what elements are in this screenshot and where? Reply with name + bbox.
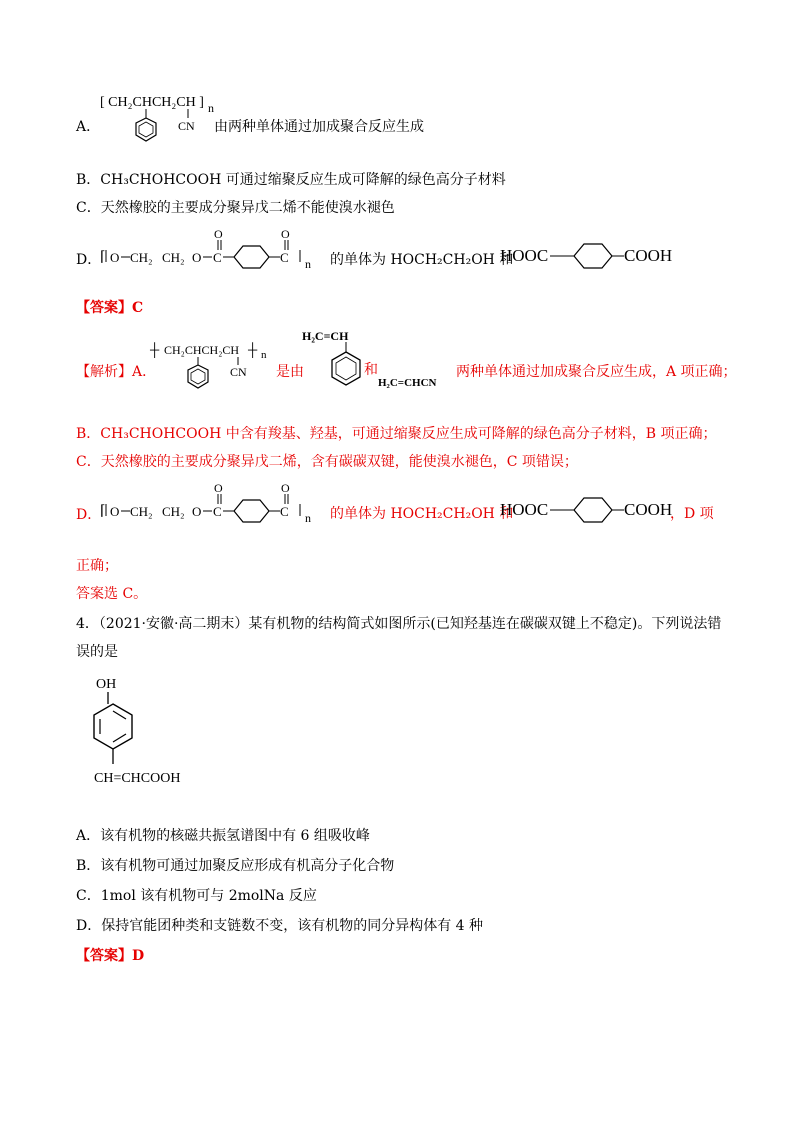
pe-ch2b: CH₂ <box>162 250 185 265</box>
tpa-right: COOH <box>624 246 673 265</box>
exp-pe-ch2a: CH₂ <box>130 504 153 519</box>
answer2 <box>76 946 144 966</box>
explanation-polymer <box>150 338 280 398</box>
q3-optA-text: 由两种单体通过加成聚合反应生成 <box>214 119 424 135</box>
explanation-lineD-mid: 的单体为 HOCH₂CH₂OH 和 <box>330 506 514 522</box>
answer1-label: 【答案】 <box>76 300 132 316</box>
polymer-a-cn: CN <box>178 119 195 133</box>
polymer-a-n: n <box>208 101 214 115</box>
exp-pe-c2: C <box>280 504 289 519</box>
terephthalic-acid-structure <box>500 238 690 278</box>
styrene-formula: H₂C=CH <box>302 329 349 343</box>
explanation-lineD-end: ，D 项 <box>670 506 714 522</box>
exp-pe-o1: O <box>110 504 120 519</box>
explanation-lineA-end: 两种单体通过加成聚合反应生成，A 项正确； <box>456 364 737 380</box>
explanation-label: 【解析】A． <box>76 364 157 380</box>
q3-optD-label: D． <box>76 252 102 268</box>
pe-n: n <box>305 257 311 271</box>
q4-optD: D．保持官能团种类和支链数不变，该有机物的同分异构体有 4 种 <box>76 918 484 934</box>
q4-side-chain: CH=CHCOOH <box>94 771 181 786</box>
exp-poly-chain: CH₂CHCH₂CH <box>164 343 240 357</box>
q4-stem-line2: 误的是 <box>76 644 118 660</box>
explanation-tpa-structure <box>500 492 690 532</box>
exp-pe-c1: C <box>213 504 222 519</box>
polymer-a-chain: [ CH₂CHCH₂CH ] <box>100 95 204 110</box>
exp-pe-o-top2: O <box>281 481 290 495</box>
q4-optA: A．该有机物的核磁共振氢谱图中有 6 组吸收峰 <box>76 828 370 844</box>
q4-stem-line1: 4．（2021·安徽·高二期末）某有机物的结构简式如图所示(已知羟基连在碳碳双键上不稳定)。下列说法错 <box>76 616 722 632</box>
q4-oh: OH <box>96 677 117 692</box>
q4-optB: B．该有机物可通过加聚反应形成有机高分子化合物 <box>76 858 395 874</box>
q3-optB: B．CH₃CHOHCOOH 可通过缩聚反应生成可降解的绿色高分子材料 <box>76 172 506 188</box>
explanation-and: 和 <box>364 362 378 378</box>
svg-text:┼: ┼ <box>150 342 160 357</box>
exp-pe-o2: O <box>192 504 202 519</box>
pe-o2: O <box>192 250 202 265</box>
explanation-lineD-label: D． <box>76 507 102 523</box>
exp-tpa-right: COOH <box>624 500 673 519</box>
exp-pe-ch2b: CH₂ <box>162 504 185 519</box>
pe-ch2a: CH₂ <box>130 250 153 265</box>
explanation-lineC: C．天然橡胶的主要成分聚异戊二烯，含有碳碳双键，能使溴水褪色，C 项错误； <box>76 454 578 470</box>
exp-pe-n: n <box>305 511 311 525</box>
answer1-value: C <box>132 300 144 316</box>
pe-o-top2: O <box>281 227 290 241</box>
acrylonitrile-structure <box>378 373 458 393</box>
pe-c2: C <box>280 250 289 265</box>
exp-tpa-left: HOOC <box>500 500 549 519</box>
styrene-structure <box>300 326 370 396</box>
explanation-final: 答案选 C。 <box>76 586 148 602</box>
acrylonitrile-formula: H₂C=CHCN <box>378 377 437 389</box>
q3-optA-label: A． <box>76 119 101 135</box>
q3-optC: C．天然橡胶的主要成分聚异戊二烯不能使溴水褪色 <box>76 200 395 216</box>
svg-text:⌈: ⌈ <box>100 504 106 519</box>
exp-poly-cn: CN <box>230 365 247 379</box>
explanation-lineD-cont: 正确； <box>76 558 118 574</box>
answer1 <box>76 298 143 318</box>
pe-o-top1: O <box>214 227 223 241</box>
tpa-left: HOOC <box>500 246 549 265</box>
explanation-polyester <box>100 482 330 532</box>
exp-poly-n: n <box>261 349 267 361</box>
q3-optD-mid: 的单体为 HOCH₂CH₂OH 和 <box>330 252 514 268</box>
exp-pe-o-top1: O <box>214 481 223 495</box>
pe-c1: C <box>213 250 222 265</box>
polyester-structure <box>100 228 330 278</box>
answer2-label: 【答案】 <box>76 948 132 964</box>
svg-text:┼: ┼ <box>248 342 258 357</box>
explanation-lineB: B．CH₃CHOHCOOH 中含有羧基、羟基，可通过缩聚反应生成可降解的绿色高分子材料，B 项正确； <box>76 426 717 442</box>
q4-structure <box>90 672 220 797</box>
pe-o1: O <box>110 250 120 265</box>
q4-optC: C．1mol 该有机物可与 2molNa 反应 <box>76 888 317 904</box>
svg-text:⌈: ⌈ <box>100 250 106 265</box>
explanation-is-from: 是由 <box>276 364 304 380</box>
answer2-value: D <box>132 948 145 964</box>
